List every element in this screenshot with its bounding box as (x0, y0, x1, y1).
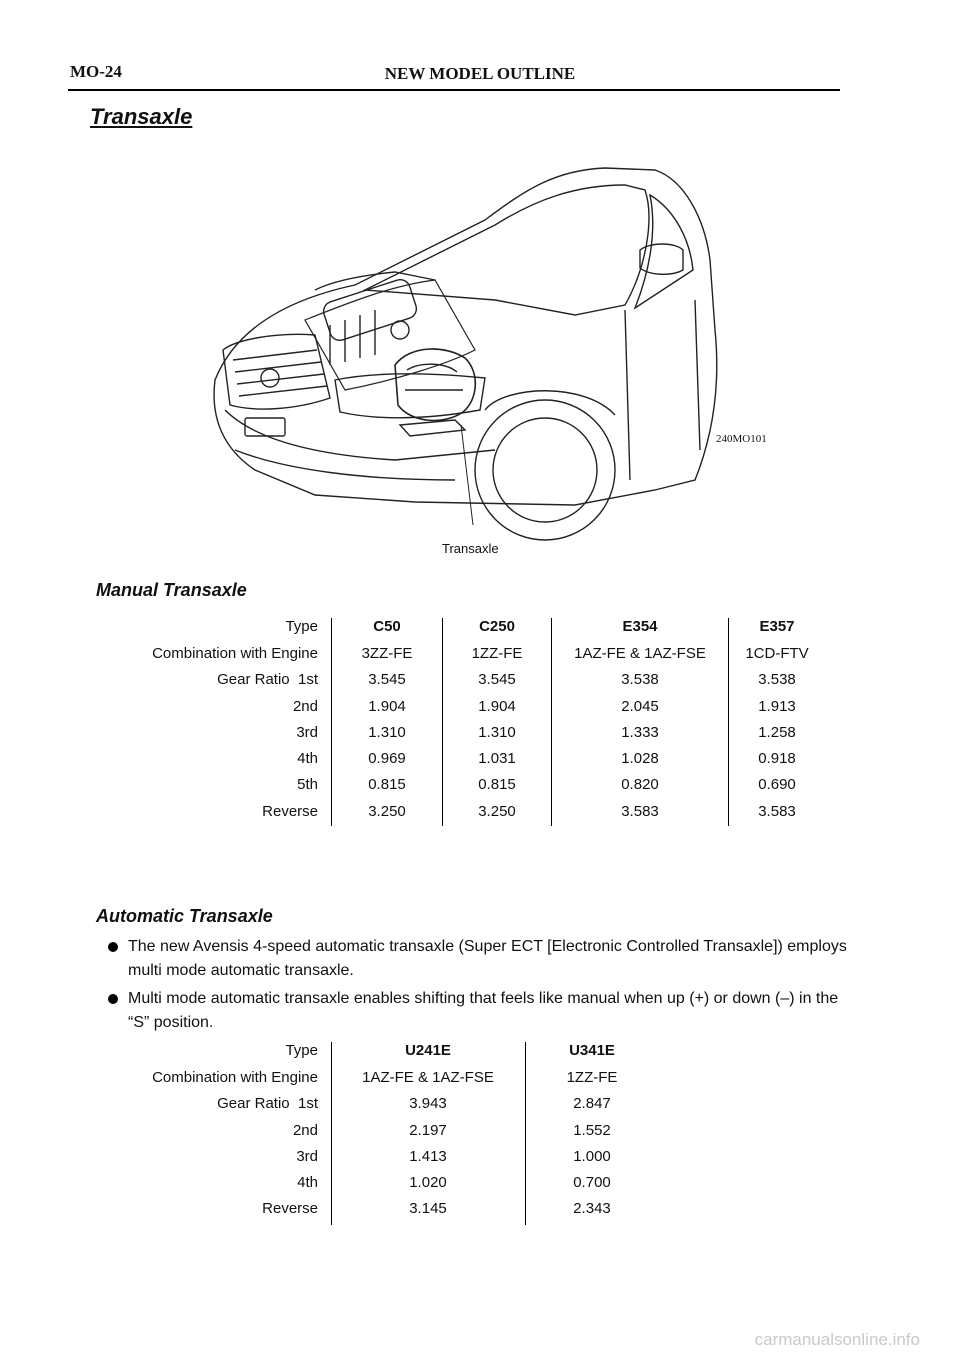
table-cell: 3.583 (758, 803, 796, 820)
table-cell: 3.250 (478, 803, 516, 820)
table-cell: 1.333 (621, 724, 659, 741)
row-label: 4th (297, 1174, 318, 1191)
row-label: 2nd (292, 1122, 318, 1139)
transaxle-callout: Transaxle (442, 541, 499, 556)
row-label: 3rd (296, 724, 318, 741)
table-cell: 3.545 (478, 671, 516, 688)
table-row (0, 671, 960, 698)
bullet-icon (108, 942, 118, 952)
table-cell: 1.310 (368, 724, 406, 741)
table-cell: 0.918 (758, 750, 796, 767)
car-transaxle-illustration (195, 150, 795, 570)
table-cell: 3.250 (368, 803, 406, 820)
table-cell: 2.197 (409, 1122, 447, 1139)
table-cell: 1ZZ-FE (566, 1069, 618, 1086)
table-cell: 2.847 (573, 1095, 611, 1112)
table-cell: 1.904 (478, 698, 516, 715)
table-cell: 1ZZ-FE (471, 645, 523, 662)
table-row (0, 1042, 960, 1069)
table-cell: 3.583 (621, 803, 659, 820)
table-row (0, 1095, 960, 1122)
row-label: Reverse (262, 1200, 318, 1217)
table-cell: 3.538 (621, 671, 659, 688)
row-label: Reverse (262, 803, 318, 820)
section-title: NEW MODEL OUTLINE (384, 64, 576, 83)
table-cell: 3.145 (409, 1200, 447, 1217)
table-cell: C250 (479, 618, 515, 635)
table-cell: 1.031 (478, 750, 516, 767)
table-row (0, 1122, 960, 1149)
table-cell: 1.904 (368, 698, 406, 715)
table-cell: 2.045 (621, 698, 659, 715)
table-cell: C50 (373, 618, 401, 635)
table-cell: 1AZ-FE & 1AZ-FSE (362, 1069, 494, 1086)
table-row (0, 724, 960, 751)
row-label: Combination with Engine (152, 1069, 318, 1086)
table-cell: 0.969 (368, 750, 406, 767)
table-row (0, 618, 960, 645)
table-cell: 1.258 (758, 724, 796, 741)
table-cell: 1.552 (573, 1122, 611, 1139)
table-row (0, 645, 960, 672)
row-label: 3rd (296, 1148, 318, 1165)
list-item (108, 987, 848, 1035)
table-cell: U241E (405, 1042, 451, 1059)
list-item (108, 935, 848, 983)
table-cell: 1.310 (478, 724, 516, 741)
table-cell: 3ZZ-FE (361, 645, 413, 662)
table-cell: 1.000 (573, 1148, 611, 1165)
row-label: Gear Ratio 1st (217, 671, 318, 688)
table-row (0, 803, 960, 830)
table-cell: 0.820 (621, 776, 659, 793)
row-label: Type (285, 618, 318, 635)
table-cell: 3.545 (368, 671, 406, 688)
table-row (0, 1148, 960, 1175)
table-cell: 1.413 (409, 1148, 447, 1165)
table-cell: E357 (759, 618, 795, 635)
table-row (0, 1174, 960, 1201)
page-code: MO-24 (70, 62, 122, 81)
table-cell: 2.343 (573, 1200, 611, 1217)
table-cell: 1AZ-FE & 1AZ-FSE (574, 645, 706, 662)
header-rule (68, 89, 840, 91)
figure-code: 240MO101 (716, 433, 767, 445)
table-row (0, 698, 960, 725)
row-label: 2nd (292, 698, 318, 715)
row-label: Combination with Engine (152, 645, 318, 662)
row-label: 4th (297, 750, 318, 767)
page-title: Transaxle (90, 104, 193, 129)
bullet-text: Multi mode automatic transaxle enables shifting that feels like manual when up (+) or down (–) in the “S” position. (128, 990, 839, 1031)
bullet-list (108, 935, 848, 1039)
row-label: Gear Ratio 1st (217, 1095, 318, 1112)
table-row (0, 1200, 960, 1227)
table-cell: U341E (569, 1042, 615, 1059)
table-cell: E354 (622, 618, 658, 635)
table-cell: 1.028 (621, 750, 659, 767)
table-cell: 0.690 (758, 776, 796, 793)
table-row (0, 776, 960, 803)
table-cell: 3.943 (409, 1095, 447, 1112)
table-cell: 3.538 (758, 671, 796, 688)
bullet-icon (108, 994, 118, 1004)
row-label: 5th (297, 776, 318, 793)
watermark: carmanualsonline.info (754, 1330, 920, 1349)
row-label: Type (285, 1042, 318, 1059)
table-cell: 0.815 (478, 776, 516, 793)
manual-heading: Manual Transaxle (96, 580, 247, 600)
table-row (0, 750, 960, 777)
bullet-text: The new Avensis 4-speed automatic transaxle (Super ECT [Electronic Controlled Transaxle]) employs multi mode automatic transaxle. (128, 938, 847, 979)
table-cell: 1.913 (758, 698, 796, 715)
table-cell: 0.815 (368, 776, 406, 793)
table-cell: 1CD-FTV (745, 645, 809, 662)
table-cell: 0.700 (573, 1174, 611, 1191)
table-row (0, 1069, 960, 1096)
table-cell: 1.020 (409, 1174, 447, 1191)
automatic-heading: Automatic Transaxle (96, 906, 273, 926)
